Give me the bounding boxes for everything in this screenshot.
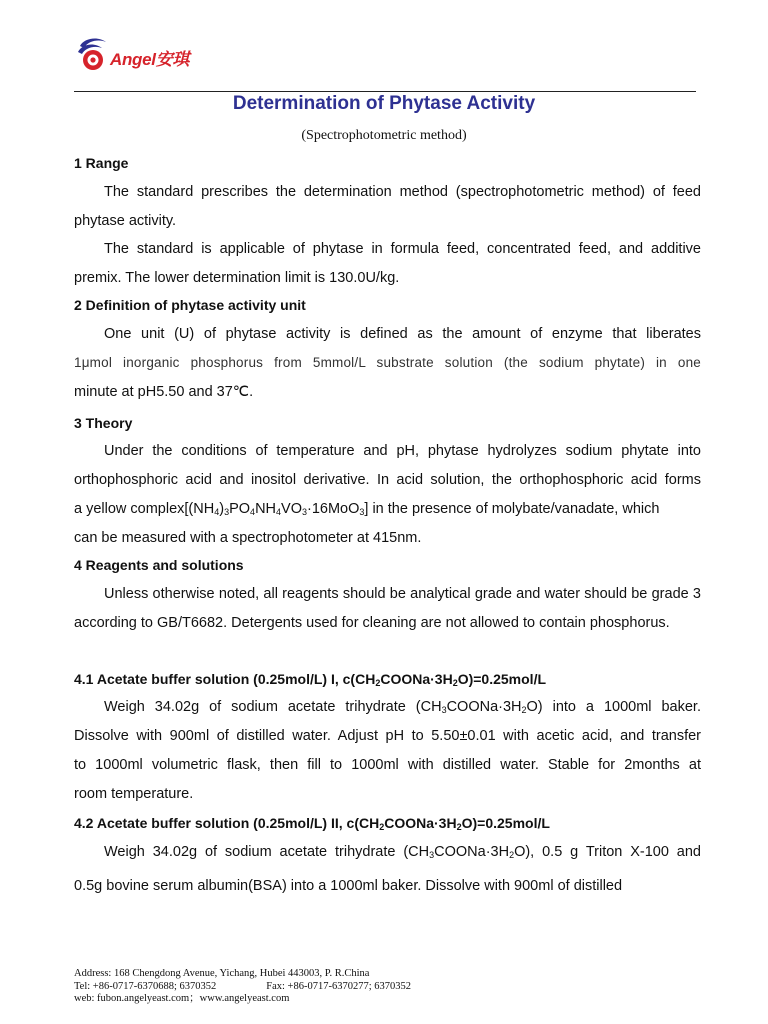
section-3-line-2: orthophosphoric acid and inositol derivative. In acid solution, the orthophosphoric acid forms — [74, 472, 701, 488]
section-3-line-1: Under the conditions of temperature and pH, phytase hydrolyzes sodium phytate into — [104, 443, 701, 459]
section-4-2-heading: 4.2 Acetate buffer solution (0.25mol/L) II, $c(CH_2COONa\cdot 3H_2O)=0.25mol/L$ — [74, 815, 550, 832]
section-1-paragraph-2: The standard is applicable of phytase in formula feed, concentrated feed, and additive premix. The lower determination limit is 130.0U/kg. — [74, 241, 701, 286]
section-4-paragraph-1: Unless otherwise noted, all reagents should be analytical grade and water should be grade 3 according to GB/T6682. Detergents used for cleaning are not allowed to contain phosphorus. — [74, 586, 701, 631]
section-2-heading: 2 Definition of phytase activity unit — [74, 297, 306, 313]
footer-tel: Tel: +86-0717-6370688; 6370352 — [74, 980, 217, 992]
footer-phone-line — [74, 981, 674, 994]
section-4-1-line-1: Weigh 34.02g of sodium acetate trihydrate $(CH_3COONa\cdot 3H_2O)$ into a 1000ml baker. — [104, 699, 701, 715]
section-1-heading: 1 Range — [74, 155, 129, 171]
section-3-heading: 3 Theory — [74, 415, 133, 431]
section-3-line-3: a yellow $complex[(NH_4)_3PO_4NH_4VO_3\cdot 16MoO_3]$ in the presence of molybate/vanadate, which — [74, 501, 660, 517]
company-logo — [76, 36, 206, 76]
section-2-line-2: 1μmol inorganic phosphorus from 5mmol/L substrate solution (the sodium phytate) in one — [74, 355, 701, 370]
footer-fax: Fax: +86-0717-6370277; 6370352 — [266, 980, 412, 992]
section-4-1-line-3: to 1000ml volumetric flask, then fill to 1000ml with distilled water. Stable for 2months at — [74, 757, 701, 773]
footer-web: web: fubon.angelyeast.com；www.angelyeast.com — [74, 993, 290, 1004]
page-title: Determination of Phytase Activity — [232, 93, 536, 114]
section-4-2-line-2: 0.5g bovine serum albumin(BSA) into a 1000ml baker. Dissolve with 900ml of distilled — [74, 878, 623, 894]
section-3-line-4: can be measured with a spectrophotometer at 415nm. — [74, 530, 422, 546]
page-footer — [74, 968, 674, 1006]
section-2-line-3: minute at pH5.50 and 37℃. — [74, 384, 254, 400]
logo-text: Angel安琪 — [110, 50, 190, 69]
section-4-1-line-4: room temperature. — [74, 786, 194, 802]
section-4-2-line-1: Weigh 34.02g of sodium acetate trihydrate $(CH_3COONa\cdot 3H_2O)$, 0.5 g Triton X-100 and — [104, 844, 701, 860]
section-4-heading: 4 Reagents and solutions — [74, 557, 244, 573]
footer-address: Address: 168 Chengdong Avenue, Yichang, Hubei 443003, P. R.China — [74, 968, 370, 979]
header-rule — [74, 91, 696, 92]
section-2-line-1: One unit (U) of phytase activity is defined as the amount of enzyme that liberates — [104, 326, 701, 342]
angel-logo-icon — [76, 36, 110, 72]
page-subtitle: (Spectrophotometric method) — [301, 128, 467, 143]
section-4-1-line-2: Dissolve with 900ml of distilled water. Adjust pH to 5.50±0.01 with acetic acid, and transfer — [74, 728, 701, 744]
section-1-paragraph-1: The standard prescribes the determination method (spectrophotometric method) of feed phytase activity. — [74, 184, 701, 229]
section-4-1-heading: 4.1 Acetate buffer solution (0.25mol/L) I, $c(CH_2COONa\cdot 3H_2O)=0.25mol/L$ — [74, 671, 547, 688]
